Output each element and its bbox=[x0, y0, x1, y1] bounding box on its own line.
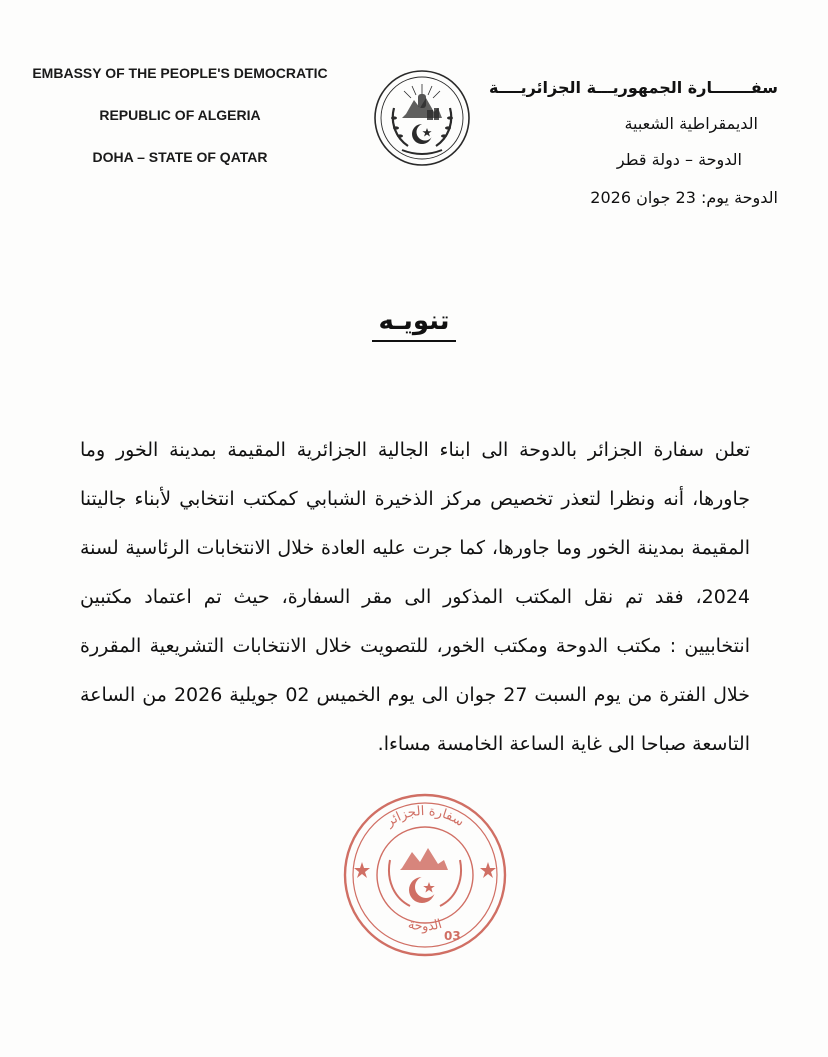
document-date: الدوحة يوم: 23 جوان 2026 bbox=[590, 188, 778, 207]
notice-body: تعلن سفارة الجزائر بالدوحة الى ابناء الجالية الجزائرية المقيمة بمدينة الخور وما جاورها، أنه ونظرا لتعذر تخصيص مركز الذخيرة الشبابي كمكتب انتخابي لأبناء جاليتنا المقيمة بمدينة الخور وما جاورها، كما جرت عليه العادة خلال الانتخابات الرئاسية لسنة 2024، فقد تم نقل المكتب المذكور الى مقر السفارة، حيث تم اعتماد مكتبين انتخابيين : مكتب الدوحة ومكتب الخور، للتصويت خلال الانتخابات التشريعية المقررة خلال الفترة من يوم السبت 27 جوان الى يوم الخميس 02 جويلية 2026 من الساعة التاسعة صباحا الى غاية الساعة الخامسة مساءا. bbox=[80, 439, 750, 755]
header-en-line2: REPUBLIC OF ALGERIA bbox=[99, 107, 261, 123]
embassy-stamp-icon bbox=[340, 790, 510, 960]
stamp-number: 03 bbox=[444, 929, 461, 943]
stamp-top-text: سفارة الجزائر bbox=[383, 803, 467, 831]
header-ar-line1: سفـــــــارة الجمهوريـــة الجزائريــــة bbox=[488, 78, 778, 97]
header-english bbox=[30, 62, 330, 168]
svg-text:الدوحة bbox=[406, 917, 443, 934]
header-en-line1: EMBASSY OF THE PEOPLE'S DEMOCRATIC bbox=[32, 65, 328, 81]
title-text: تنويـه bbox=[372, 306, 455, 342]
algeria-emblem-icon bbox=[372, 68, 472, 168]
header-ar-line2: الديمقراطية الشعبية bbox=[624, 114, 758, 133]
header-ar-line3: الدوحة – دولة قطر bbox=[616, 150, 742, 169]
header-en-line3: DOHA – STATE OF QATAR bbox=[92, 149, 268, 165]
stamp-bottom-text: الدوحة bbox=[406, 916, 444, 935]
page-title bbox=[0, 306, 828, 336]
